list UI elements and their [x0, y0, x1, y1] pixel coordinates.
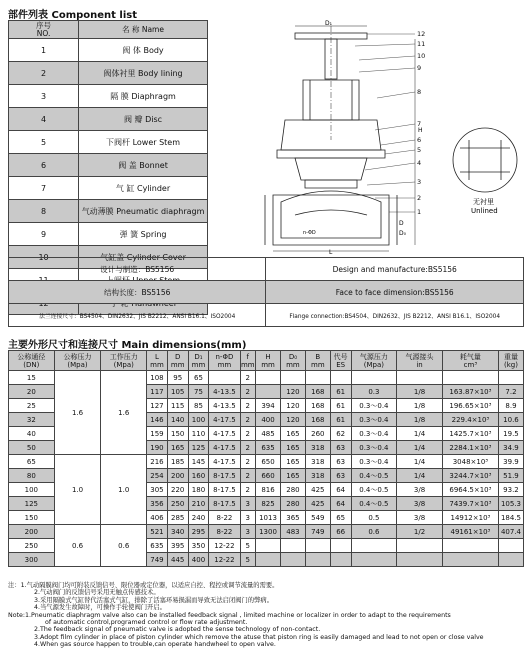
dim-cell: 7.2: [498, 385, 523, 399]
dim-cell: 1/2: [397, 525, 443, 539]
dim-row: [9, 455, 524, 469]
note-en-3: 3.Adopt film cylinder in place of piston cylinder which remove the atuse that piston ring is easily damaged and lead to not open or close valve: [34, 633, 484, 641]
dim-cell: 660: [256, 469, 281, 483]
dim-cell: 165: [280, 455, 305, 469]
part-number-label: 1: [417, 208, 422, 216]
dim-header-cell: D₀ mm: [280, 351, 305, 371]
dim-cell: 3/8: [397, 511, 443, 525]
dim-cell: 425: [305, 497, 330, 511]
dim-cell: 3244.7×10³: [442, 469, 498, 483]
dim-cell: [498, 539, 523, 553]
dim-cell: 1/4: [397, 441, 443, 455]
dim-cell: 260: [305, 427, 330, 441]
dim-cell: [498, 371, 523, 385]
standard-row: [9, 304, 524, 327]
dim-cell: 318: [305, 441, 330, 455]
dim-cell: 356: [147, 497, 168, 511]
note-en-2: 2.The feedback signal of pneumatic valve is adopted the sense technology of non-contact.: [34, 626, 321, 634]
dim-cell: 65: [188, 371, 209, 385]
unlined-label-en: Unlined: [471, 207, 498, 215]
dim-cell: 3/8: [397, 497, 443, 511]
dim-cell: 365: [280, 511, 305, 525]
dim-cell: 400: [256, 413, 281, 427]
dim-label-d0: D₀: [399, 230, 407, 237]
component-name: 气 缸 Cylinder: [79, 177, 208, 200]
dim-cell: 165: [167, 441, 188, 455]
dim-cell: 2: [240, 441, 256, 455]
dim-cell: 105: [167, 385, 188, 399]
dim-cell: 1013: [256, 511, 281, 525]
component-name: 下阀杆 Lower Stem: [79, 131, 208, 154]
component-no: 8: [9, 200, 79, 223]
component-name: 阀 瓣 Disc: [79, 108, 208, 131]
dim-cell: 168: [305, 385, 330, 399]
dim-cell: 7439.7×10³: [442, 497, 498, 511]
dim-cell: [330, 553, 351, 567]
dim-cell: 1425.7×10³: [442, 427, 498, 441]
dim-cell: 280: [280, 497, 305, 511]
dim-dn: 40: [9, 427, 55, 441]
dim-cell: 635: [147, 539, 168, 553]
component-row: [9, 200, 208, 223]
dim-cell: 0.3～0.4: [351, 455, 397, 469]
dim-dn: 150: [9, 511, 55, 525]
standard-en: Design and manufacture:BS5156: [266, 258, 524, 281]
dim-cell: 10.6: [498, 413, 523, 427]
dim-cell: 0.3: [351, 385, 397, 399]
component-row: [9, 177, 208, 200]
dim-cell: 2: [240, 413, 256, 427]
dim-cell: 8-22: [209, 525, 240, 539]
dim-header-cell: 重量 (kg): [498, 351, 523, 371]
dim-header-cell: L mm: [147, 351, 168, 371]
component-no: 3: [9, 85, 79, 108]
dim-dn: 25: [9, 399, 55, 413]
dim-cell: 8.9: [498, 399, 523, 413]
dim-cell: [305, 553, 330, 567]
dim-cell: 3: [240, 511, 256, 525]
dim-cell: 210: [188, 497, 209, 511]
dim-cell: 5: [240, 553, 256, 567]
component-header-no-text: 序号 NO.: [36, 20, 52, 38]
component-no: 2: [9, 62, 79, 85]
dim-header-cell: D mm: [167, 351, 188, 371]
dim-cell: 445: [167, 553, 188, 567]
dim-cell: 61: [330, 399, 351, 413]
dim-cell: 63: [330, 469, 351, 483]
dim-working-pressure: 1.0: [101, 455, 147, 525]
dim-header-cell: 公称通径 (DN): [9, 351, 55, 371]
note-cn-2: 2.气动阀门的反馈信号采用无触点传感技术。: [34, 589, 160, 597]
dim-nominal-pressure: 1.6: [54, 371, 101, 455]
dim-cell: 280: [280, 483, 305, 497]
dim-cell: 65: [330, 511, 351, 525]
dim-cell: 318: [305, 455, 330, 469]
dim-dn: 300: [9, 553, 55, 567]
dim-cell: 521: [147, 525, 168, 539]
dim-cell: 34.9: [498, 441, 523, 455]
dim-cell: 295: [188, 525, 209, 539]
dim-cell: 350: [188, 539, 209, 553]
standards-table: [8, 257, 524, 327]
component-name: 弹 簧 Spring: [79, 223, 208, 246]
dim-cell: 1/4: [397, 469, 443, 483]
dim-cell: 0.4～0.5: [351, 497, 397, 511]
dim-cell: 650: [256, 455, 281, 469]
dim-cell: 51.9: [498, 469, 523, 483]
dim-cell: 8-17.5: [209, 483, 240, 497]
dim-cell: 8-17.5: [209, 497, 240, 511]
dim-cell: 407.4: [498, 525, 523, 539]
dim-cell: 115: [167, 399, 188, 413]
dim-cell: 0.3～0.4: [351, 427, 397, 441]
dimensions-title: 主要外形尺寸和连接尺寸 Main dimensions(mm): [8, 340, 247, 351]
dim-cell: 168: [305, 413, 330, 427]
dim-cell: 120: [280, 399, 305, 413]
dim-header-cell: 气源压力 (Mpa): [351, 351, 397, 371]
dim-cell: 66: [330, 525, 351, 539]
dim-header-cell: 工作压力 (Mpa): [101, 351, 147, 371]
dim-label-d: D: [399, 220, 404, 227]
dim-dn: 32: [9, 413, 55, 427]
dim-cell: 160: [188, 469, 209, 483]
dim-cell: 184.5: [498, 511, 523, 525]
dim-dn: 65: [9, 455, 55, 469]
dim-cell: 220: [167, 483, 188, 497]
component-row: [9, 131, 208, 154]
dim-cell: 165: [280, 427, 305, 441]
dim-cell: [256, 539, 281, 553]
dim-cell: 95: [167, 371, 188, 385]
dim-header-cell: D₁ mm: [188, 351, 209, 371]
part-number-label: 10: [417, 52, 426, 60]
dim-cell: 406: [147, 511, 168, 525]
dim-dn: 250: [9, 539, 55, 553]
dim-cell: 0.5: [351, 511, 397, 525]
standard-en: Face to face dimension:BS5156: [266, 281, 524, 304]
dim-cell: 61: [330, 385, 351, 399]
dim-cell: 825: [256, 497, 281, 511]
dim-cell: 2: [240, 371, 256, 385]
dim-nominal-pressure: 0.6: [54, 525, 101, 567]
component-name: 隔 膜 Diaphragm: [79, 85, 208, 108]
dim-working-pressure: 1.6: [101, 371, 147, 455]
dim-cell: [256, 385, 281, 399]
dim-dn: 200: [9, 525, 55, 539]
dim-cell: [442, 371, 498, 385]
dim-dn: 100: [9, 483, 55, 497]
dim-cell: 4-17.5: [209, 455, 240, 469]
dim-cell: 1300: [256, 525, 281, 539]
part-number-label: 7: [417, 120, 422, 128]
dim-label-nd: n-ΦD: [303, 230, 316, 236]
part-number-label: 4: [417, 159, 422, 167]
dim-cell: 250: [167, 497, 188, 511]
component-header-name: 名 称 Name: [79, 21, 208, 39]
dim-cell: 8-17.5: [209, 469, 240, 483]
dim-cell: 140: [167, 413, 188, 427]
dim-cell: 2: [240, 385, 256, 399]
unlined-detail-circle: [453, 128, 517, 192]
dim-cell: 749: [147, 553, 168, 567]
dim-cell: 163.87×10³: [442, 385, 498, 399]
dim-cell: [330, 539, 351, 553]
dim-cell: [256, 553, 281, 567]
dim-dn: 50: [9, 441, 55, 455]
dim-cell: 285: [167, 511, 188, 525]
dim-cell: 145: [188, 455, 209, 469]
dim-cell: 4-17.5: [209, 413, 240, 427]
component-row: [9, 223, 208, 246]
note-en-4: 4.When gas source happen to trouble,can operate handwheel to open valve.: [34, 641, 276, 649]
dim-cell: 635: [256, 441, 281, 455]
dim-header-cell: 耗气量 cm³: [442, 351, 498, 371]
component-no: 10: [9, 246, 79, 269]
dim-cell: [330, 371, 351, 385]
dim-cell: [351, 553, 397, 567]
dim-cell: 2: [240, 427, 256, 441]
dim-cell: 196.65×10³: [442, 399, 498, 413]
dim-dn: 125: [9, 497, 55, 511]
dim-cell: 168: [305, 399, 330, 413]
dim-cell: 4-13.5: [209, 399, 240, 413]
dim-cell: 395: [167, 539, 188, 553]
standard-en: Flange connection:BS4504、DIN2632、JIS B2212、ANSI B16.1、ISO2004: [266, 304, 524, 327]
dim-cell: [280, 371, 305, 385]
dim-cell: 1/4: [397, 427, 443, 441]
dim-cell: 4-17.5: [209, 441, 240, 455]
dim-dn: 80: [9, 469, 55, 483]
dim-cell: 2: [240, 399, 256, 413]
component-name: 气缸盖 Cylinder Cover: [79, 246, 208, 269]
part-number-label: 12: [417, 30, 426, 38]
dim-cell: 200: [167, 469, 188, 483]
dim-cell: 165: [280, 469, 305, 483]
dim-cell: 229.4×10³: [442, 413, 498, 427]
dim-cell: 49161×10³: [442, 525, 498, 539]
dim-cell: [209, 371, 240, 385]
dim-cell: 159: [147, 427, 168, 441]
dim-cell: 2: [240, 483, 256, 497]
dim-cell: 8-22: [209, 511, 240, 525]
dim-cell: 100: [188, 413, 209, 427]
dim-header-cell: 公称压力 (Mpa): [54, 351, 101, 371]
dim-cell: 0.4～0.5: [351, 469, 397, 483]
dim-cell: 3: [240, 525, 256, 539]
dimensions-table: [8, 350, 524, 567]
dim-cell: 2: [240, 455, 256, 469]
dim-cell: 110: [188, 427, 209, 441]
dim-header-cell: f mm: [240, 352, 255, 369]
note-en-1: Note:1.Pneumatic diaphragm valve also can be installed feedback signal , limited machine or localizer in order to adapt to the requirements: [8, 611, 451, 619]
dim-cell: 549: [305, 511, 330, 525]
dim-row: [9, 371, 524, 385]
dim-cell: 1/4: [397, 455, 443, 469]
standard-row: [9, 258, 524, 281]
part-number-label: 8: [417, 88, 422, 96]
component-no: 7: [9, 177, 79, 200]
dim-cell: 1/8: [397, 413, 443, 427]
dim-cell: 216: [147, 455, 168, 469]
component-list-title: 部件列表 Component list: [8, 10, 138, 21]
dim-cell: 150: [167, 427, 188, 441]
dim-cell: 185: [167, 455, 188, 469]
dim-cell: [442, 553, 498, 567]
dim-cell: 394: [256, 399, 281, 413]
dim-cell: [351, 371, 397, 385]
component-name: 阀 盖 Bonnet: [79, 154, 208, 177]
dim-cell: 12-22: [209, 553, 240, 567]
dim-header-cell: H mm: [256, 351, 281, 371]
dim-cell: 63: [330, 441, 351, 455]
dim-label-l: L: [329, 249, 333, 255]
component-row: [9, 62, 208, 85]
dim-cell: 485: [256, 427, 281, 441]
dim-cell: 108: [147, 371, 168, 385]
dim-cell: 105.3: [498, 497, 523, 511]
dim-cell: 146: [147, 413, 168, 427]
dim-cell: 165: [280, 441, 305, 455]
dim-cell: [305, 539, 330, 553]
dim-cell: 0.3～0.4: [351, 441, 397, 455]
dim-cell: 6964.5×10³: [442, 483, 498, 497]
dim-cell: 14912×10³: [442, 511, 498, 525]
component-header-no: [9, 21, 79, 39]
dim-dn: 15: [9, 371, 55, 385]
dim-cell: 85: [188, 399, 209, 413]
component-no: 6: [9, 154, 79, 177]
dim-cell: 120: [280, 385, 305, 399]
dim-cell: 3: [240, 497, 256, 511]
unlined-label-cn: 无衬里: [473, 198, 494, 206]
component-name: 阀体衬里 Body lining: [79, 62, 208, 85]
dim-cell: 180: [188, 483, 209, 497]
dim-nominal-pressure: 1.0: [54, 455, 101, 525]
dim-cell: 1/8: [397, 385, 443, 399]
dim-cell: 64: [330, 483, 351, 497]
component-no: 4: [9, 108, 79, 131]
dim-cell: 1/8: [397, 399, 443, 413]
dim-cell: 3/8: [397, 483, 443, 497]
dim-cell: 340: [167, 525, 188, 539]
part-number-label: 9: [417, 64, 422, 72]
component-name: 阀 体 Body: [79, 39, 208, 62]
dim-cell: 240: [188, 511, 209, 525]
dim-cell: [351, 539, 397, 553]
dim-cell: 39.9: [498, 455, 523, 469]
part-number-label: 5: [417, 146, 422, 154]
note-cn-3: 3.采用隔膜式气缸替代活塞式气缸，排除了活塞环易损漏而导致无法启闭阀门的弊病。: [34, 596, 273, 604]
dim-cell: 3048×10³: [442, 455, 498, 469]
dim-cell: 190: [147, 441, 168, 455]
dim-cell: 75: [188, 385, 209, 399]
dim-cell: 12-22: [209, 539, 240, 553]
dim-cell: 5: [240, 539, 256, 553]
dim-header-cell: 气源接头 in: [397, 351, 443, 371]
dim-cell: 0.4～0.5: [351, 483, 397, 497]
dim-cell: 117: [147, 385, 168, 399]
dim-cell: 483: [280, 525, 305, 539]
dim-cell: [397, 371, 443, 385]
dim-cell: 2284.1×10³: [442, 441, 498, 455]
dim-header-cell: n-ΦD mm: [209, 351, 240, 371]
dim-cell: 4-17.5: [209, 427, 240, 441]
dim-cell: 305: [147, 483, 168, 497]
dim-header-cell: B mm: [305, 351, 330, 371]
dim-cell: 64: [330, 497, 351, 511]
dim-cell: 2: [240, 469, 256, 483]
dim-cell: 61: [330, 413, 351, 427]
dim-dn: 20: [9, 385, 55, 399]
dim-cell: 425: [305, 483, 330, 497]
dim-working-pressure: 0.6: [101, 525, 147, 567]
valve-drawing: [255, 20, 525, 255]
part-number-label: 11: [417, 40, 426, 48]
dim-cell: [280, 553, 305, 567]
note-cn-4: 4.当气源发生故障时，可操作手轮使阀门开启。: [34, 604, 166, 612]
component-row: [9, 39, 208, 62]
dim-label-h: H: [418, 127, 423, 134]
dim-cell: [397, 539, 443, 553]
dim-cell: 19.5: [498, 427, 523, 441]
dim-cell: [280, 539, 305, 553]
dim-cell: 0.6: [351, 525, 397, 539]
dim-cell: [305, 371, 330, 385]
part-number-label: 3: [417, 178, 422, 186]
dim-cell: 318: [305, 469, 330, 483]
dim-cell: 125: [188, 441, 209, 455]
dim-cell: 127: [147, 399, 168, 413]
note-cn-1: 注：1.气动隔膜阀门均可附装反馈信号、限位器或定位器，以适应自控、程控或调节流量的需要。: [8, 582, 279, 589]
dim-cell: 254: [147, 469, 168, 483]
component-row: [9, 85, 208, 108]
standard-cn: 结构长度：BS5156: [9, 281, 266, 304]
notes-section: [8, 582, 524, 649]
component-no: 5: [9, 131, 79, 154]
component-no: 1: [9, 39, 79, 62]
dim-cell: [256, 371, 281, 385]
dim-cell: 0.3～0.4: [351, 413, 397, 427]
dim-cell: [498, 553, 523, 567]
dim-cell: 4-13.5: [209, 385, 240, 399]
component-name: 气动薄膜 Pneumatic diaphragm: [79, 200, 208, 223]
dim-cell: 816: [256, 483, 281, 497]
component-no: 9: [9, 223, 79, 246]
dim-header-cell: 代号 ES: [330, 351, 351, 371]
dim-cell: 0.3～0.4: [351, 399, 397, 413]
note-en-1b: of automatic control,programed control or flow rate adjustment.: [45, 619, 248, 627]
part-number-label: 2: [417, 194, 422, 202]
component-row: [9, 108, 208, 131]
dim-cell: 93.2: [498, 483, 523, 497]
dim-row: [9, 525, 524, 539]
dim-cell: 400: [188, 553, 209, 567]
standard-cn: 设计与制造：BS5156: [9, 258, 266, 281]
standard-row: [9, 281, 524, 304]
dim-cell: 120: [280, 413, 305, 427]
dim-cell: [397, 553, 443, 567]
dim-cell: [442, 539, 498, 553]
dim-cell: 749: [305, 525, 330, 539]
standard-cn: 法兰连接尺寸：BS4504、DIN2632、JIS B2212、ANSI B16.1、ISO2004: [9, 304, 266, 327]
dim-cell: 63: [330, 455, 351, 469]
dim-cell: 62: [330, 427, 351, 441]
component-row: [9, 154, 208, 177]
part-number-label: 6: [417, 136, 422, 144]
dim-label-d1: D₁: [325, 20, 333, 27]
